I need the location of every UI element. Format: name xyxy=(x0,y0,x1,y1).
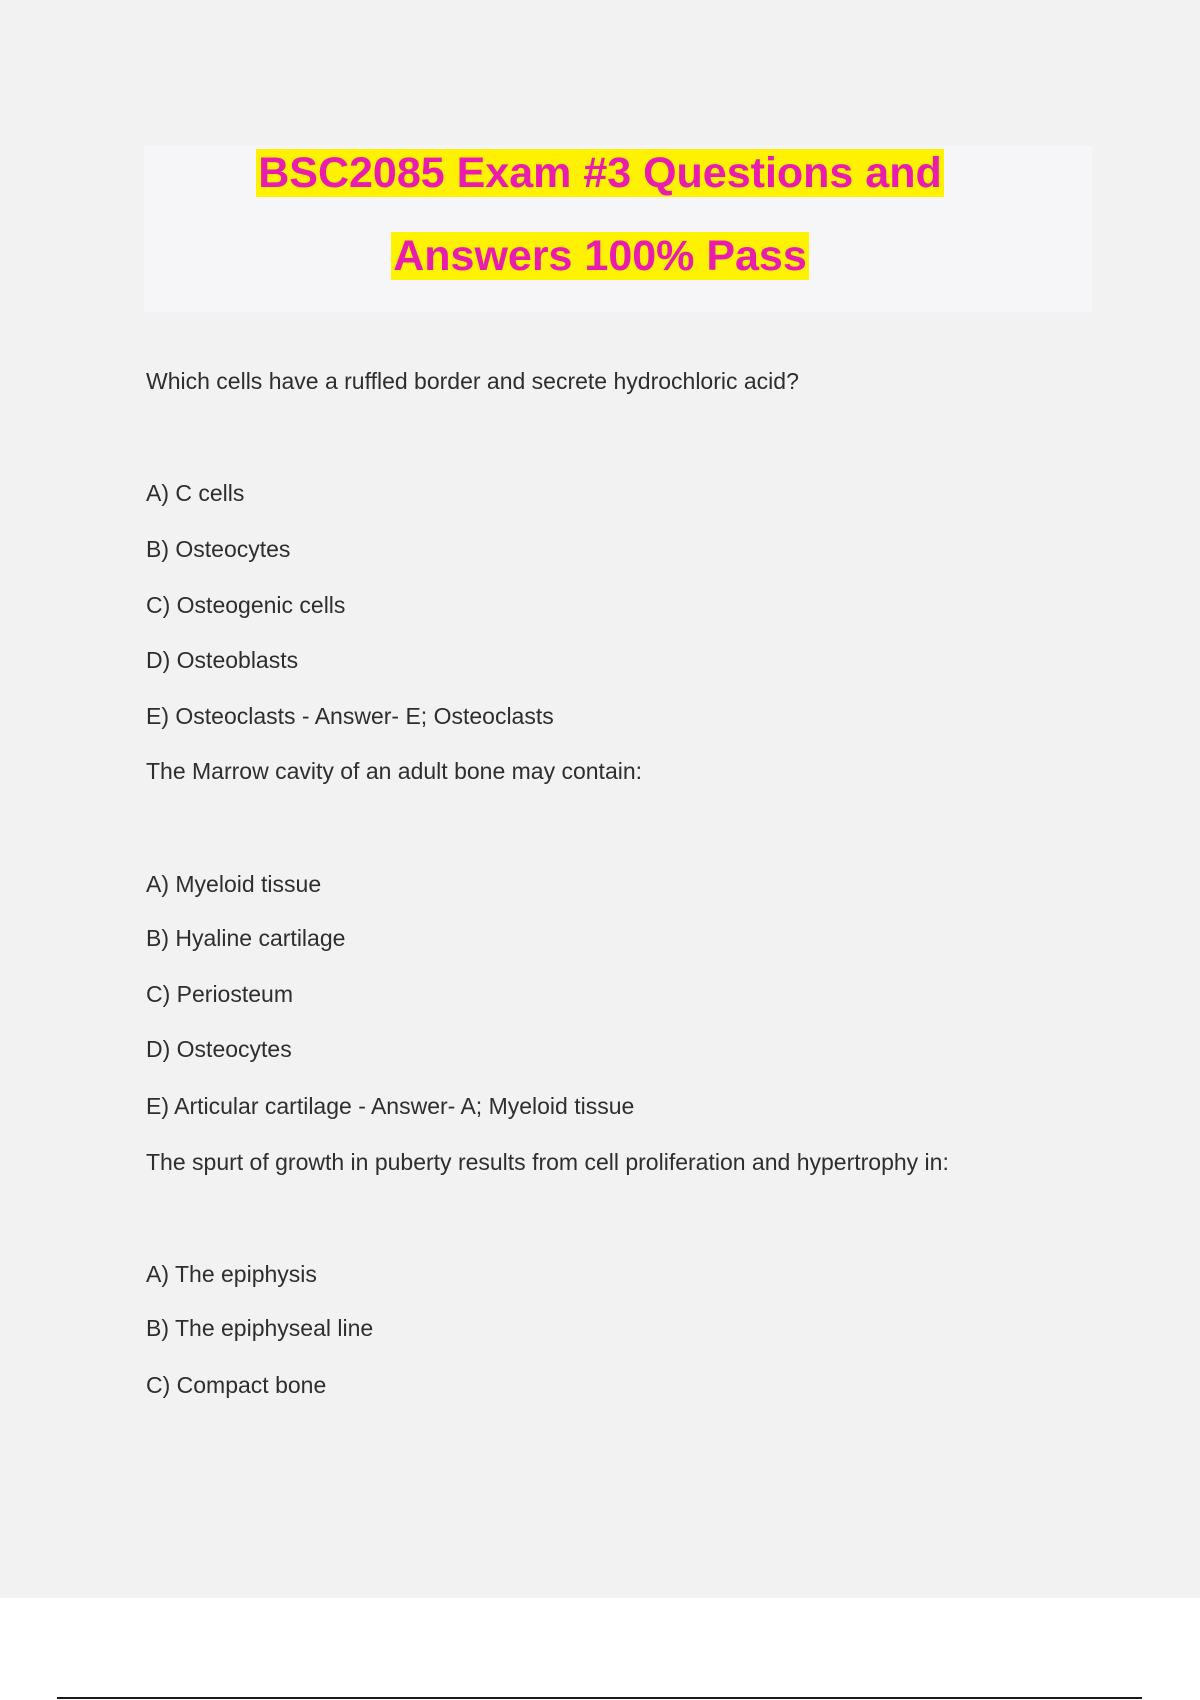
question-3-option-c: C) Compact bone xyxy=(146,1372,327,1398)
question-2-prompt: The Marrow cavity of an adult bone may contain: xyxy=(146,758,643,784)
title-highlight-1: BSC2085 Exam #3 Questions and xyxy=(258,149,942,197)
question-2-option-c: C) Periosteum xyxy=(146,981,293,1007)
document-title-line-2 xyxy=(0,228,1200,284)
question-2-option-b: B) Hyaline cartilage xyxy=(146,925,346,951)
question-2-option-a: A) Myeloid tissue xyxy=(146,871,322,897)
question-1-option-c: C) Osteogenic cells xyxy=(146,592,346,618)
question-1-prompt: Which cells have a ruffled border and secrete hydrochloric acid? xyxy=(146,368,799,394)
page-footer xyxy=(0,1598,1200,1700)
document-title-line-1 xyxy=(0,145,1200,201)
question-1-option-e-answer: E) Osteoclasts - Answer- E; Osteoclasts xyxy=(146,703,554,729)
question-2-option-d: D) Osteocytes xyxy=(146,1036,292,1062)
question-1-option-b: B) Osteocytes xyxy=(146,536,291,562)
question-1-option-a: A) C cells xyxy=(146,480,245,506)
title-highlight-2: Answers 100% Pass xyxy=(393,232,807,280)
question-2-option-e-answer: E) Articular cartilage - Answer- A; Myeloid tissue xyxy=(146,1093,635,1119)
question-3-prompt: The spurt of growth in puberty results from cell proliferation and hypertrophy in: xyxy=(146,1149,949,1175)
question-3-option-b: B) The epiphyseal line xyxy=(146,1315,374,1341)
question-1-option-d: D) Osteoblasts xyxy=(146,647,299,673)
footer-divider xyxy=(57,1697,1142,1699)
question-3-option-a: A) The epiphysis xyxy=(146,1261,317,1287)
